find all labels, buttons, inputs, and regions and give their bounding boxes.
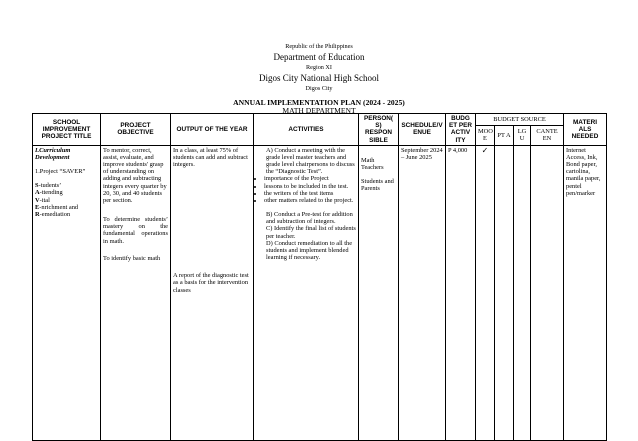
objective-1: To mentor, correct, assist, evaluate, and improve students' grasp of understanding on adding and subtracting integers every quarter by 20, 30, and 40 students per section.	[103, 146, 167, 204]
saver-line-v: V-ital	[35, 196, 50, 204]
school-name: Digos City National High School	[259, 73, 379, 84]
canteen-cell	[531, 145, 564, 440]
lgu-cell	[514, 145, 531, 440]
list-item: • the writers of the test items	[264, 190, 356, 197]
list-item: • other matters related to the project.	[264, 197, 356, 204]
schedule-cell	[399, 145, 446, 440]
department-line: Department of Education	[273, 52, 365, 63]
materials-cell	[564, 145, 607, 440]
col-header-budget-source: BUDGET SOURCE	[476, 114, 564, 126]
activity-bullet-list	[256, 175, 356, 204]
col-header-objective: PROJECT OBJECTIVE	[101, 114, 171, 146]
department-subtitle: MATH DEPARTMENT	[282, 106, 356, 116]
mooe-cell	[476, 145, 495, 440]
project-title-cell	[33, 145, 101, 440]
schedule-value: September 2024 – June 2025	[401, 146, 443, 161]
implementation-plan-table	[32, 113, 607, 441]
col-header-budget: BUDG ET PER ACTIV ITY	[446, 114, 476, 146]
saver-line-s: S-tudents’	[35, 182, 62, 190]
area-title: I.Curriculum Development	[35, 146, 71, 161]
republic-line: Republic of the Philippines	[285, 43, 353, 50]
city-line: Digos City	[305, 85, 333, 93]
activity-d: D) Conduct remediation to all the students and implement blended learning if necessary.	[266, 239, 353, 262]
col-header-mooe: MOO E	[476, 125, 495, 145]
output-cell	[171, 145, 254, 440]
budget-cell	[446, 145, 476, 440]
budget-value: P 4,000	[448, 146, 468, 154]
col-header-output: OUTPUT OF THE YEAR	[171, 114, 254, 146]
table-row	[33, 145, 607, 440]
col-header-persons: PERSON( S) RESPON SIBLE	[359, 114, 399, 146]
saver-line-r: R-emediation	[35, 210, 71, 218]
list-item: • importance of the Project	[264, 175, 356, 182]
col-header-canteen: CANTE EN	[531, 125, 564, 145]
objective-2: To determine students’ mastery on the fundamental operations in math.	[103, 216, 168, 245]
persons-cell	[359, 145, 399, 440]
activity-c: C) Identify the final list of students per teacher.	[266, 225, 356, 240]
pta-cell	[495, 145, 514, 440]
header-row	[33, 114, 607, 126]
activity-a: A) Conduct a meeting with the grade level master teachers and grade level chairpersons to discuss the “Diagnostic Test”.	[266, 146, 355, 176]
saver-line-e: E-nrichment and	[35, 203, 79, 211]
saver-line-a: A-ttending	[35, 189, 63, 197]
document-header	[0, 44, 638, 115]
objective-cell	[101, 145, 171, 440]
activity-b: B) Conduct a Pre-test for addition and subtraction of integers.	[266, 211, 353, 226]
persons-teachers: Math Teachers	[361, 156, 384, 171]
region-line: Region XI	[306, 64, 332, 72]
col-header-lgu: LG U	[514, 125, 531, 145]
col-header-materials: MATERI ALS NEEDED	[564, 114, 607, 146]
check-icon: ✓	[481, 145, 489, 155]
activities-cell	[254, 145, 359, 440]
output-2: A report of the diagnostic test as a basis for the intervention classes	[173, 272, 249, 294]
col-header-schedule: SCHEDULE/V ENUE	[399, 114, 446, 146]
output-1: In a class, at least 75% of students can add and subtract integers.	[173, 146, 248, 169]
objective-3: To identify basic math	[103, 254, 161, 262]
col-header-pta: PT A	[495, 125, 514, 145]
col-header-activities: ACTIVITIES	[254, 114, 359, 146]
materials-value: Internet Access, Ink, Bond paper, cartolina, manila paper, pentel pen/marker	[566, 146, 601, 197]
persons-students-parents: Students and Parents	[361, 178, 394, 193]
project-name: 1.Project “SAVER”	[35, 168, 86, 176]
col-header-project-title: SCHOOL IMPROVEMENT PROJECT TITLE	[33, 114, 101, 146]
plan-title: ANNUAL IMPLEMENTATION PLAN (2024 - 2025)	[233, 97, 405, 107]
list-item: • lessons to be included in the test.	[264, 183, 356, 190]
